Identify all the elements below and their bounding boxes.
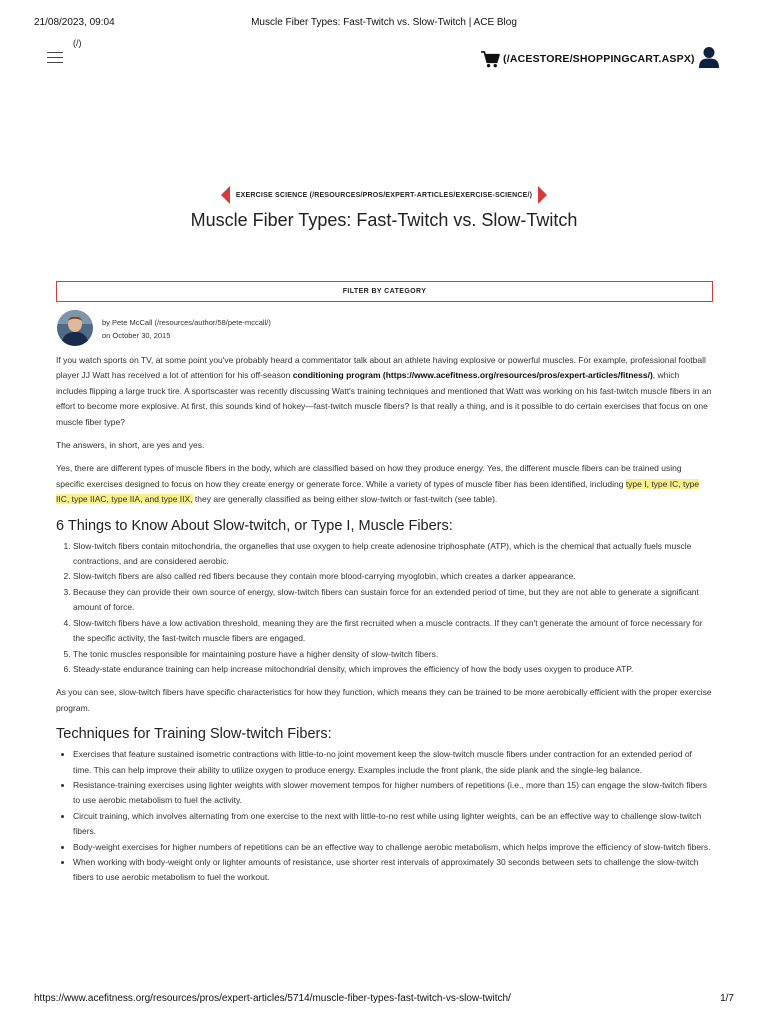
section-heading: 6 Things to Know About Slow-twitch, or Type I, Muscle Fibers: bbox=[56, 517, 453, 534]
filter-label: FILTER BY CATEGORY bbox=[342, 288, 427, 295]
list-item: • Body-weight exercises for higher numbers of repetitions can be an effective way to challenge aerobic metabolism, which helps improve the efficiency of slow-twitch fibers. bbox=[73, 840, 712, 855]
print-page-title: Muscle Fiber Types: Fast-Twitch vs. Slow-Twitch | ACE Blog bbox=[251, 17, 517, 28]
author-block bbox=[57, 310, 457, 346]
list-item: 2. Slow-twitch fibers are also called red fibers because they contain more blood-carrying myoglobin, which creates a darker appearance. bbox=[73, 569, 712, 584]
article-title: Muscle Fiber Types: Fast-Twitch vs. Slow-Twitch bbox=[190, 210, 578, 230]
training-techniques-list bbox=[56, 747, 712, 886]
list-item: • Circuit training, which involves alternating from one exercise to the next with little-to-no rest while using lighter weights, can be an effective way to challenge slow-twitch fibers. bbox=[73, 809, 712, 840]
home-link[interactable]: (/) bbox=[73, 38, 82, 48]
publish-date: on October 30, 2015 bbox=[102, 331, 171, 340]
paragraph: As you can see, slow-twitch fibers have specific characteristics for how they function, which means they can be trained to be more aerobically efficient with the proper exercise program. bbox=[56, 687, 712, 713]
triangle-right-icon bbox=[538, 186, 547, 204]
slow-twitch-facts-list bbox=[56, 539, 712, 678]
print-page-number: 1/7 bbox=[720, 993, 734, 1004]
filter-by-category-button[interactable] bbox=[56, 281, 713, 302]
paragraph: The answers, in short, are yes and yes. bbox=[56, 440, 205, 451]
print-datetime: 21/08/2023, 09:04 bbox=[34, 17, 115, 28]
list-item: 5. The tonic muscles responsible for maintaining posture have a higher density of slow-twitch fibers. bbox=[73, 647, 712, 662]
list-item: 4. Slow-twitch fibers have a low activation threshold, meaning they are the first recruited when a muscle contracts. If they can't generate the amount of force necessary for the specific activity, the fast-twitch muscle fibers are engaged. bbox=[73, 616, 712, 647]
site-header bbox=[0, 34, 768, 84]
avatar bbox=[57, 310, 93, 346]
category-row bbox=[0, 186, 768, 204]
cart-link-text: (/ACESTORE/SHOPPINGCART.ASPX) bbox=[503, 53, 695, 65]
article-body bbox=[56, 353, 712, 894]
cart-icon bbox=[481, 51, 500, 68]
highlighted-fiber-types: type I, type IC, type IIC, type IIAC, type IIA, and type IIX, bbox=[56, 478, 700, 505]
list-item: • Resistance-training exercises using lighter weights with slower movement tempos for higher numbers of repetitions (i.e., more than 15) can engage the slow-twitch fibers to use aerobic metabolism to fuel the activity. bbox=[73, 778, 712, 809]
paragraph: If you watch sports on TV, at some point you've probably heard a commentator talk about an athlete having explosive or powerful muscles. For example, professional football player JJ Watt has received a lot of attention for his off-season conditioning program (https://www.acefitness.org/resources/pros/expert-articles/fitness/), which includes flipping a large truck tire. A sportscaster was recently discussing Watt's training techniques and mentioned that Watt was working on his fast-twitch muscle fibers in an effort to become more explosive. At first, this sounds kind of hokey—fast-twitch muscle fibers? Is that really a thing, and is it possible to do certain exercises that focus on one muscle fiber type? bbox=[56, 355, 712, 427]
menu-icon[interactable] bbox=[47, 52, 63, 64]
triangle-left-icon bbox=[221, 186, 230, 204]
author-info bbox=[102, 316, 271, 342]
list-item: • When working with body-weight only or lighter amounts of resistance, use shorter rest intervals of approximately 30 seconds between sets to challenge the slow-twitch fibers to use aerobic metabolism to fuel the workout. bbox=[73, 855, 712, 886]
paragraph: Yes, there are different types of muscle fibers in the body, which are classified based on how they produce energy. Yes, the different muscle fibers can be trained using specific exercises designed to focus on how they create energy or generate force. While a variety of types of muscle fiber has been identified, including type I, type IC, type IIC, type IIAC, type IIA, and type IIX, they are generally classified as being either slow-twitch or fast-twitch (see table). bbox=[56, 463, 700, 505]
list-item: 3. Because they can provide their own source of energy, slow-twitch fibers can sustain force for an extended period of time, but they are not able to generate a significant amount of force. bbox=[73, 585, 712, 616]
author-link[interactable]: by Pete McCall (/resources/author/58/pete-mccall/) bbox=[102, 318, 271, 327]
category-link[interactable]: EXERCISE SCIENCE (/RESOURCES/PROS/EXPERT-ARTICLES/EXERCISE-SCIENCE/) bbox=[235, 191, 533, 199]
list-item: 1. Slow-twitch fibers contain mitochondria, the organelles that use oxygen to help create adenosine triphosphate (ATP), which is the chemical that actually fuels muscle contractions, and are considered aerobic. bbox=[73, 539, 712, 570]
section-heading: Techniques for Training Slow-twitch Fibers: bbox=[56, 726, 332, 743]
list-item: • Exercises that feature sustained isometric contractions with little-to-no joint movement keep the slow-twitch muscle fibers under contraction for an extended period of time. This can help improve their ability to utilize oxygen to produce energy. Examples include the front plank, the side plank and the single-leg balance. bbox=[73, 747, 712, 778]
user-icon[interactable] bbox=[698, 46, 720, 68]
list-item: 6. Steady-state endurance training can help increase mitochondrial density, which improves the efficiency of how the body uses oxygen to produce ATP. bbox=[73, 662, 712, 677]
cart-link[interactable] bbox=[481, 49, 695, 69]
print-url: https://www.acefitness.org/resources/pros/expert-articles/5714/muscle-fiber-types-fast-twitch-vs-slow-twitch/ bbox=[34, 993, 511, 1004]
conditioning-program-link[interactable]: conditioning program (https://www.acefitness.org/resources/pros/expert-articles/fitness/) bbox=[292, 370, 653, 381]
